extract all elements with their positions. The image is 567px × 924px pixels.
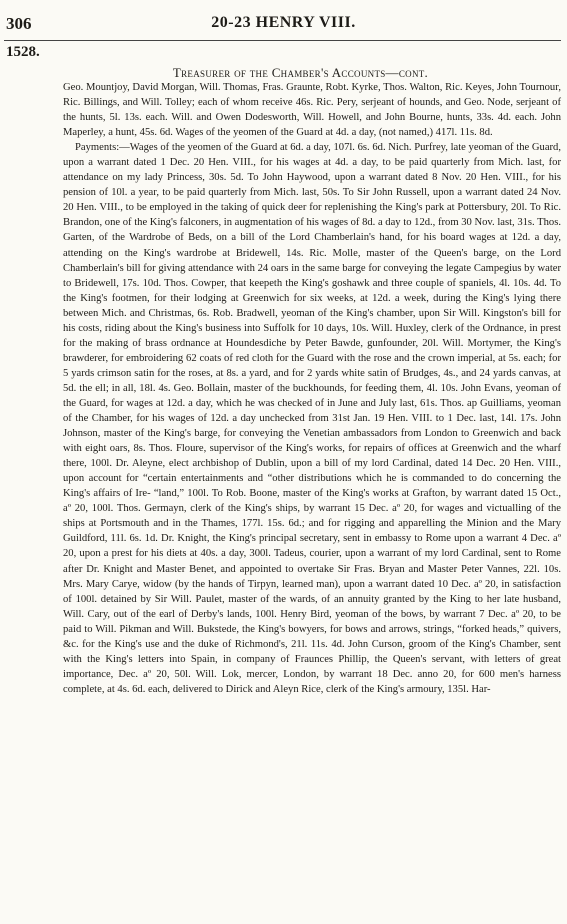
header-rule (4, 40, 561, 41)
paragraph-payments: Payments:—Wages of the yeomen of the Guard at 6d. a day, 107l. 6s. 6d. Nich. Purfrey, late yeoman of the Guard, upon a warrant dated 1 Dec. 20 Hen. VIII., for his wages at 4d. a day, to be paid quarterly from Mich. last, for attendance on my lady Princess, 30s. 5d. To John Haywood, upon a warrant dated 8 Nov. 20 Hen. VIII., for his pension of 10l. a year, to be paid quarterly from Mich. last, 50s. To Sir John Russell, upon a warrant dated 24 Nov. 20 Hen. VIII., to be employed in the taking of quick deer for replenishing the King's park at Pottersbury, 20l. To Ric. Brandon, one of the King's falconers, in augmentation of his wages of 8d. a day to 12d., from 30 Nov. last, 31s. Thos. Garten, of the Wardrobe of Beds, on a bill of the Lord Chamberlain's hand, for his board wages at 12d. a day, attending on the King's wardrobe at Bridewell, 14s. Ric. Molle, master of the Queen's barge, on the Lord Chamberlain's bill for giving attendance with 24 oars in the same barge for conveying the legate Campegius by water to Bridewell, 17s. 10d. Thos. Cowper, that keepeth the King's goshawk and three couple of spaniels, 4l. 10s. 4d. To the King's footmen, for their lodging at Greenwich for six weeks, at 12d. a week, during the King's lying there between Mich. and Christmas, 6s. Rob. Bradwell, yeoman of the King's chamber, upon Sir Will. Kingston's bill for his costs, riding about the King's business into Suffolk for 10 days, 10s. Will. Huxley, clerk of the Ordnance, in prest for the making of brass ordnance at Houndesdiche by Peter Bawde, gunfounder, 20l. Will. Mortymer, the King's brawderer, for embroidering 62 coats of red cloth for the Guard with the rose and the crown imperial, at 5s. each; for 5 yards crimson satin for the roses, at 8s. a yard, and for 2 yards white satin of Brudges, 4s., and 24 yards canvas, at 5d. the ell; in all, 18l. 4s. Geo. Bollain, master of the buckhounds, for feeding them, 4l. 10s. John Evans, yeoman of the Guard, for wages at 12d. a day, which he was checked of in June and July last, 61s. Thos. ap Guilliams, yeoman of the Chamber, for his wages of 12d. a day unchecked from 31st Jan. 19 Hen. VIII. to 1 Dec. last, 14l. 17s. John Johnson, master of the King's barge, for conveying the Venetian ambassadors from London to Greenwich and back with eight oars, 8s. Thos. Floure, supervisor of the King's works, for repairs of offices at Greenwich and the wharf there, 100l. Dr. Aleyne, elect archbishop of Dublin, upon a bill of my lord Cardinal, dated 14 Dec. 20 Hen. VIII., upon account for “certain entertainments and “other distributions which he is commanded to do concerning the King's affairs of Ire- “land,” 100l. To Rob. Boone, master of the King's works at Grafton, by warrant dated 15 Oct., aº 20, 100l. Thos. Germayn, clerk of the King's ships, by warrant 15 Dec. aº 20, for wages and victualling of the ships at Portsmouth and in the Thames, 177l. 15s. 6d.; and for rigging and apparelling the Minion and the Mary Guildford, 11l. 6s. 1d. Dr. Knight, the King's principal secretary, sent in embassy to Rome upon a warrant 4 Dec. aº 20, upon a prest for his diets at 40s. a day, 300l. Tadeus, courier, upon a warrant of my lord Cardinal, sent to Rome after Dr. Knight and Master Benet, and appointed to overtake Sir Fras. Bryan and Master Peter Vannes, 22l. 10s. Mrs. Mary Carye, widow (by the hands of Tirpyn, learned man), upon a warrant dated 10 Dec. aº 20, in satisfaction of 100l. detained by Sir Will. Paulet, master of the wards, of an annuity granted by the King to her late husband, Will. Cary, out of the earl of Derby's lands, 100l. Henry Bird, yeoman of the bows, by warrant 7 Dec. aº 20, to be paid to Will. Pikman and Will. Bukstede, the King's bowyers, for bows and arrows, strings, “forked heads,” quivers, &c. for the King's use and the duke of Richmond's, 21l. 11s. 4d. John Curson, groom of the King's Chamber, sent with the King's letters into Spain, in company of Fraunces Phillip, the Queen's servant, with letters of great importance, Dec. aº 20, 50l. Will. Lok, mercer, London, by warrant 18 Dec. anno 20, for 600 men's harness complete, at 4s. 6d. each, delivered to Dirick and Aleyn Rice, clerk of the King's armoury, 135l. Har- (63, 142, 561, 695)
page-header (0, 8, 567, 34)
document-body (63, 80, 561, 697)
running-title: 20-23 HENRY VIII. (211, 14, 356, 31)
paragraph-roster: Geo. Mountjoy, David Morgan, Will. Thomas, Fras. Graunte, Robt. Kyrke, Thos. Walton, Ric. Keyes, John Tournour, Ric. Billings, and Will. Tolley; each of whom receive 46s. Ric. Pery, serjeant of hounds, and Geo. Node, serjeant of the hunts, 5l. 13s. each. Will. and Owen Dodesworth, Will. Howell, and John Bourne, hunts, 33s. 4d. each. John Maperley, a hunt, 45s. 6d. Wages of the yeomen of the Guard at 4d. a day, (not named,) 417l. 11s. 8d. (63, 82, 561, 139)
section-title: Treasurer of the Chamber's Accounts—cont. (172, 65, 429, 80)
margin-year: 1528. (6, 44, 40, 60)
page-number: 306 (6, 14, 32, 33)
